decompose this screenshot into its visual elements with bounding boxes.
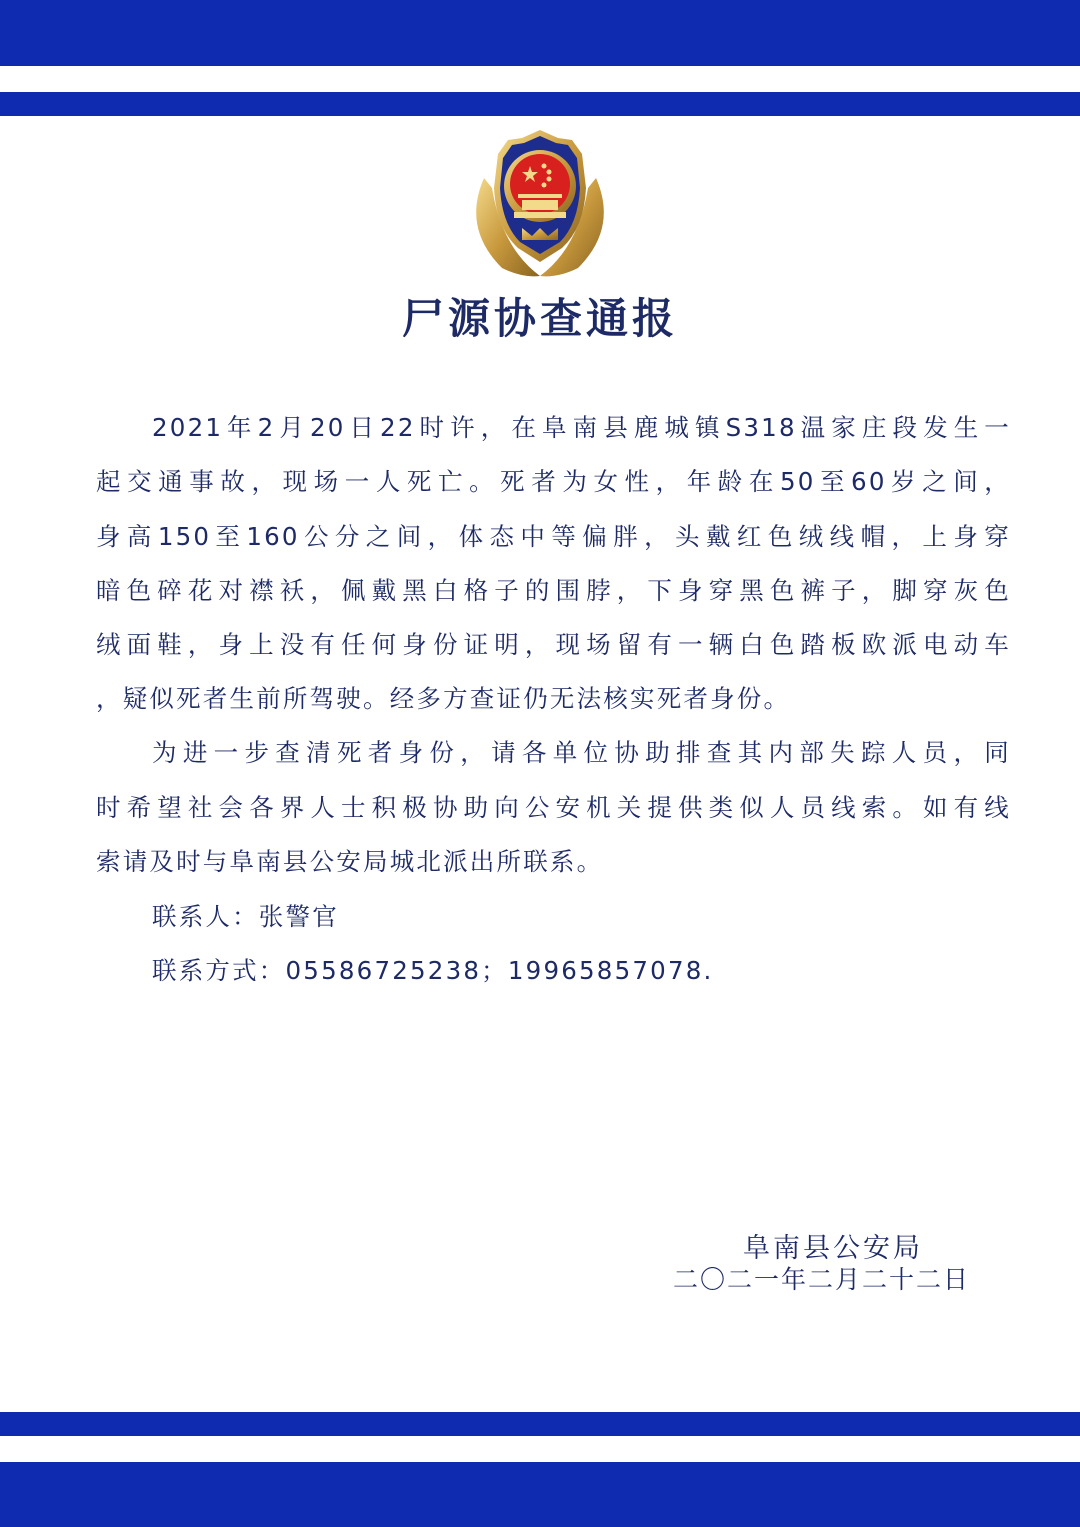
page-title: 尸源协查通报	[401, 294, 678, 343]
text-line: 起交通事故，现场一人死亡。死者为女性，年龄在50至60岁之间，	[96, 467, 1011, 496]
text-line: 暗色碎花对襟袄，佩戴黑白格子的围脖，下身穿黑色裤子，脚穿灰色	[96, 576, 1011, 605]
text-line: 时希望社会各界人士积极协助向公安机关提供类似人员线索。如有线	[96, 793, 1011, 822]
signature-org: 阜南县公安局	[743, 1233, 923, 1264]
contact-person: 联系人：张警官	[152, 902, 339, 931]
bottom-bar-thin	[0, 1412, 1080, 1436]
text-line: 2021年2月20日22时许，在阜南县鹿城镇S318温家庄段发生一	[152, 413, 1011, 442]
contact-phone: 联系方式：05586725238；19965857078.	[152, 956, 714, 985]
top-bar-thin	[0, 92, 1080, 116]
bottom-bar-thick	[0, 1462, 1080, 1527]
signature-date: 二〇二一年二月二十二日	[673, 1265, 971, 1294]
text-line: 索请及时与阜南县公安局城北派出所联系。	[96, 847, 604, 876]
text-line: 绒面鞋，身上没有任何身份证明，现场留有一辆白色踏板欧派电动车	[96, 630, 1011, 659]
text-line: 为进一步查清死者身份，请各单位协助排查其内部失踪人员，同	[152, 738, 1011, 767]
police-emblem-icon	[462, 128, 618, 280]
top-bar-thick	[0, 0, 1080, 66]
text-line: 身高150至160公分之间，体态中等偏胖，头戴红色绒线帽，上身穿	[96, 522, 1011, 551]
text-line: ，疑似死者生前所驾驶。经多方查证仍无法核实死者身份。	[96, 684, 791, 713]
